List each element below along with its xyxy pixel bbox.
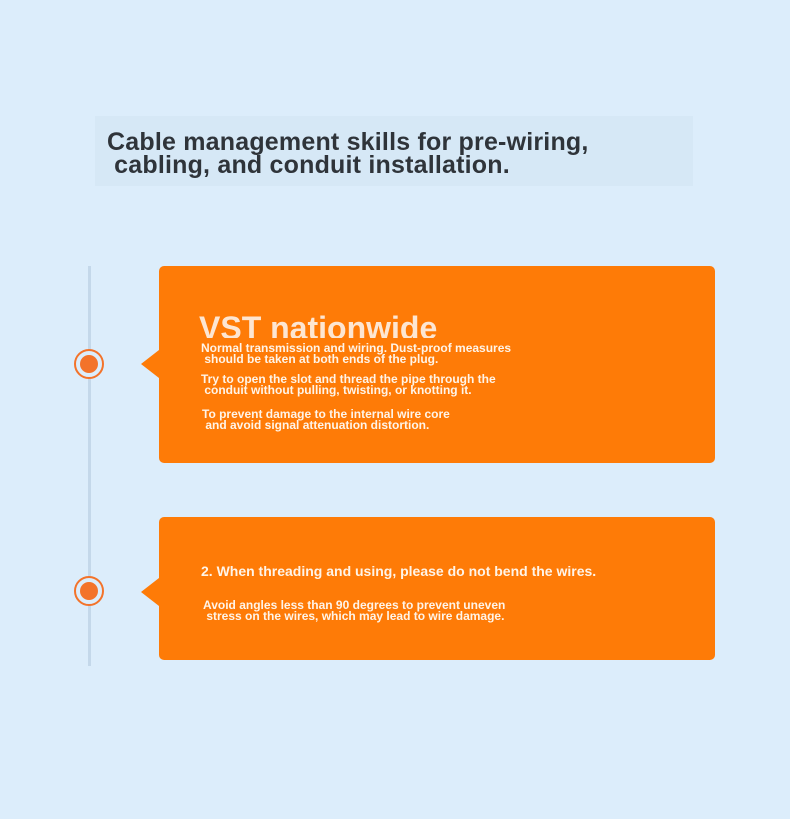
tip-paragraph: Normal transmission and wiring. Dust-proof measures should be taken at both ends of the plug.: [201, 341, 512, 366]
tip-card-2: [159, 517, 715, 660]
tip-paragraph: Try to open the slot and thread the pipe through the conduit without pulling, twisting, or knotting it.: [201, 372, 496, 397]
tip-card-1: [159, 266, 715, 463]
timeline-marker-dot: [80, 355, 98, 373]
watermark-text: VST nationwide: [199, 310, 438, 338]
page-title: Cable management skills for pre-wiring, cabling, and conduit installation.: [107, 128, 589, 179]
timeline-line: [88, 266, 91, 666]
timeline-marker-2: [74, 576, 104, 606]
timeline-marker-dot: [80, 582, 98, 600]
timeline-marker-1: [74, 349, 104, 379]
card-pointer: [141, 350, 159, 378]
tip-heading: 2. When threading and using, please do not bend the wires.: [201, 563, 597, 579]
card-pointer: [141, 578, 159, 606]
tip-paragraph: To prevent damage to the internal wire core and avoid signal attenuation distortion.: [202, 407, 450, 432]
tip-paragraph: Avoid angles less than 90 degrees to prevent uneven stress on the wires, which may lead to wire damage.: [203, 598, 506, 623]
